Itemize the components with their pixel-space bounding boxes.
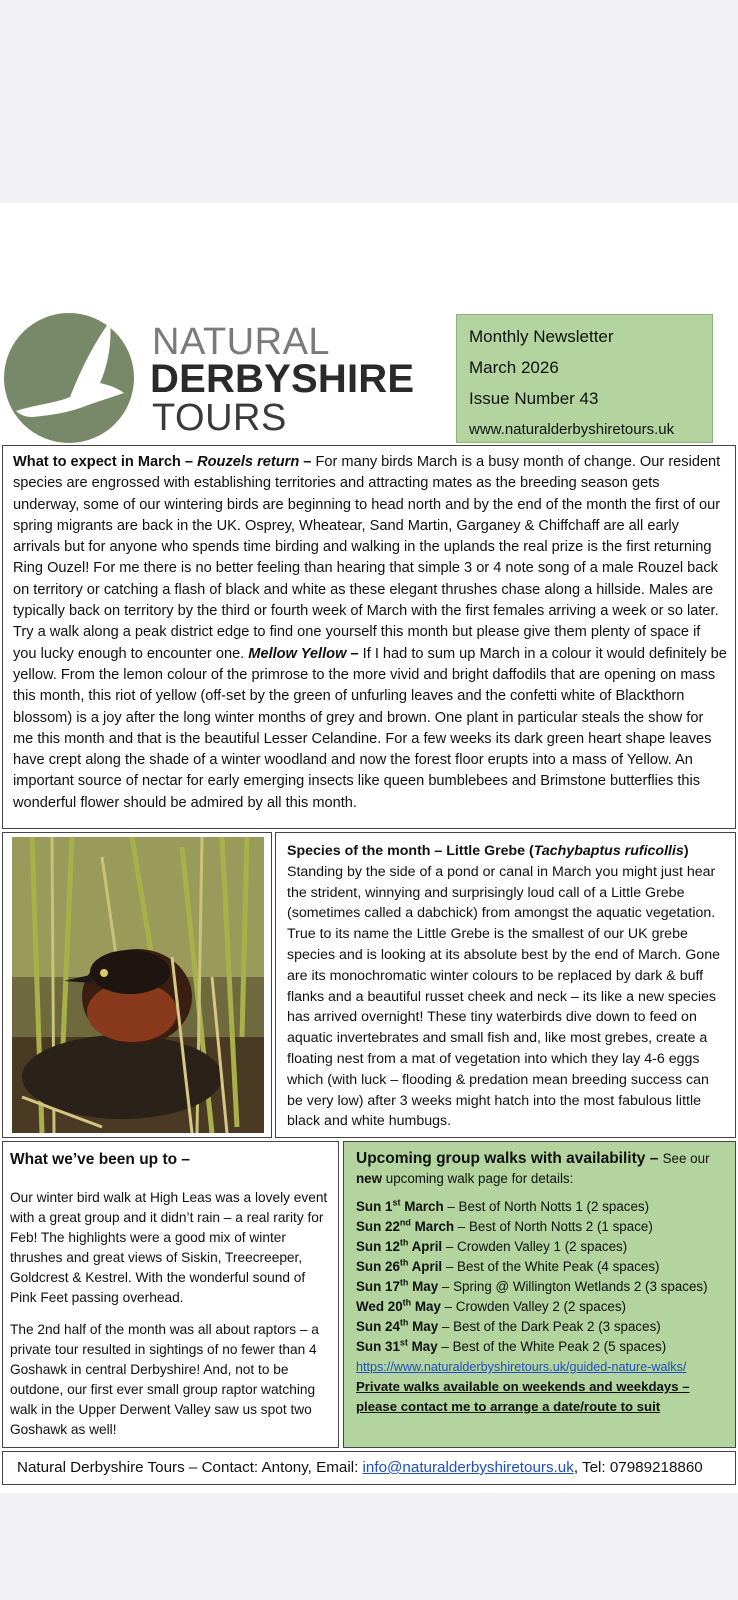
walks-subheading-b: upcoming walk page for details: bbox=[382, 1171, 574, 1186]
newsletter-issue: Issue Number 43 bbox=[469, 389, 599, 408]
walks-subheading-new: new bbox=[356, 1171, 383, 1186]
species-of-month-section bbox=[275, 832, 736, 1138]
intro-heading: What to expect in March – bbox=[13, 454, 198, 470]
brand-line-tours: TOURS bbox=[152, 397, 287, 439]
walks-subheading-a: See our bbox=[662, 1151, 710, 1166]
little-grebe-photo bbox=[12, 837, 264, 1133]
species-latin-name: Tachybaptus ruficollis bbox=[533, 843, 684, 859]
photo-frame bbox=[2, 832, 272, 1138]
contact-footer bbox=[2, 1451, 736, 1485]
species-text: Standing by the side of a pond or canal in March you might just hear the strident, winnying and surprisingly loud call of a Little Grebe (sometimes called a dabchick) from amongst the aquatic vegetation. True to its name the Little Grebe is the smallest of our UK grebe species and is looking at its absolute best by the end of March. Gone are its monochromatic winter colours to be replaced by dark & buff flanks and a beautiful russet cheek and neck – its like a new species has arrived overnight! These tiny waterbirds dive down to feed on aquatic invertebrates and small fish and, like most grebes, create a floating nest from a mat of vegetation into which they lay 4-6 eggs which (with luck – flooding & predation mean breeding success can be very low) after 3 weeks might hatch into the most fabulous little black and white humbugs. bbox=[287, 863, 720, 1130]
walk-item: Wed 20th May – Crowden Valley 2 (2 spaces) bbox=[356, 1297, 626, 1314]
intro-subheading-yellow: Mellow Yellow – bbox=[248, 645, 363, 662]
walks-list bbox=[356, 1197, 729, 1357]
intro-subheading-rouzels: Rouzels return – bbox=[197, 454, 316, 470]
bird-logo-icon bbox=[4, 313, 134, 443]
walk-item: Sun 26th April – Best of the White Peak (4 spaces) bbox=[356, 1257, 660, 1274]
species-heading-end: ) bbox=[683, 843, 689, 859]
walk-item: Sun 31st May – Best of the White Peak 2 (5 spaces) bbox=[356, 1337, 667, 1354]
intro-text-rouzels: For many birds March is a busy month of change. Our resident species are engrossed with establishing territories and attracting mates as the breeding season gets underway, some of our wintering birds are beginning to head north and by the end of the month the first of our spring migrants are back in the UK. Osprey, Wheatear, Sand Martin, Garganey & Chiffchaff are all early arrivals but for anyone who spends time birding and walking in the uplands the real prize is the first returning Ring Ouzel! For me there is no better feeling than hearing that simple 3 or 4 note song of a male Rouzel back on territory or catching a flash of black and white as these elegant thrushes chase along a hillside. Males are typically back on territory by the third or fourth week of March with the first females arriving a week or so later. Try a walk along a peak district edge to find one yourself this month but please give them plenty of space if you lucky enough to encounter one. bbox=[13, 454, 721, 662]
walks-page-link[interactable]: https://www.naturalderbyshiretours.uk/guided-nature-walks/ bbox=[356, 1360, 687, 1374]
upcoming-walks-section bbox=[343, 1141, 736, 1448]
footer-phone: , Tel: 07989218860 bbox=[573, 1459, 703, 1476]
walk-item: Sun 12th April – Crowden Valley 1 (2 spaces) bbox=[356, 1237, 628, 1254]
march-intro-section bbox=[2, 445, 736, 829]
walk-item: Sun 17th May – Spring @ Willington Wetlands 2 (3 spaces) bbox=[356, 1277, 708, 1294]
walk-item: Sun 1st March – Best of North Notts 1 (2 spaces) bbox=[356, 1197, 650, 1214]
walk-item: Sun 24th May – Best of the Dark Peak 2 (3 spaces) bbox=[356, 1317, 661, 1334]
been-up-to-heading: What we’ve been up to – bbox=[10, 1151, 190, 1168]
private-walks-note: Private walks available on weekends and weekdays – please contact me to arrange a date/route to suit bbox=[356, 1379, 690, 1414]
brand-line-derbyshire: DERBYSHIRE bbox=[150, 357, 415, 401]
email-link[interactable]: info@naturalderbyshiretours.uk bbox=[362, 1459, 574, 1476]
been-up-to-section bbox=[2, 1141, 339, 1448]
species-heading: Species of the month – Little Grebe ( bbox=[287, 843, 534, 859]
walk-item: Sun 22nd March – Best of North Notts 2 (1 space) bbox=[356, 1217, 653, 1234]
newsletter-website: www.naturalderbyshiretours.uk bbox=[469, 421, 675, 438]
newsletter-info-box bbox=[456, 314, 713, 443]
walks-heading: Upcoming group walks with availability – bbox=[356, 1150, 663, 1167]
been-up-to-para-1: Our winter bird walk at High Leas was a lovely event with a great group and it didn’t rain – a real rarity for Feb! The highlights were a good mix of winter thrushes and great views of Siskin, Treecreeper, Goldcrest & Kestrel. With the wonderful sound of Pink Feet passing overhead. bbox=[10, 1190, 328, 1305]
footer-contact-text: Natural Derbyshire Tours – Contact: Antony, Email: bbox=[17, 1459, 363, 1476]
newsletter-page bbox=[0, 203, 738, 1493]
newsletter-title: Monthly Newsletter bbox=[469, 327, 614, 346]
been-up-to-para-2: The 2nd half of the month was all about raptors – a private tour resulted in sightings of no fewer than 4 Goshawk in central Derbyshire! And, not to be outdone, our first ever small group raptor watching walk in the Upper Derwent Valley saw us spot two Goshawk as well! bbox=[10, 1322, 319, 1437]
brand-line-natural: NATURAL bbox=[152, 321, 331, 363]
newsletter-date: March 2026 bbox=[469, 358, 559, 377]
intro-text-yellow: If I had to sum up March in a colour it would definitely be yellow. From the lemon colour of the primrose to the more vivid and bright daffodils that are opening on mass this month, this riot of yellow (off-set by the green of unfurling leaves and the confetti white of Blackthorn blossom) is a joy after the long winter months of grey and brown. One plant in particular steals the show for me this month and that is the beautiful Lesser Celandine. For a few weeks its dark green heart shape leaves have crept along the shade of a winter woodland and now the forest floor erupts into a mass of Yellow. An important source of nectar for early emerging insects like queen bumblebees and Brimstone butterflies this wonderful flower should be admired by all this month. bbox=[13, 645, 727, 811]
